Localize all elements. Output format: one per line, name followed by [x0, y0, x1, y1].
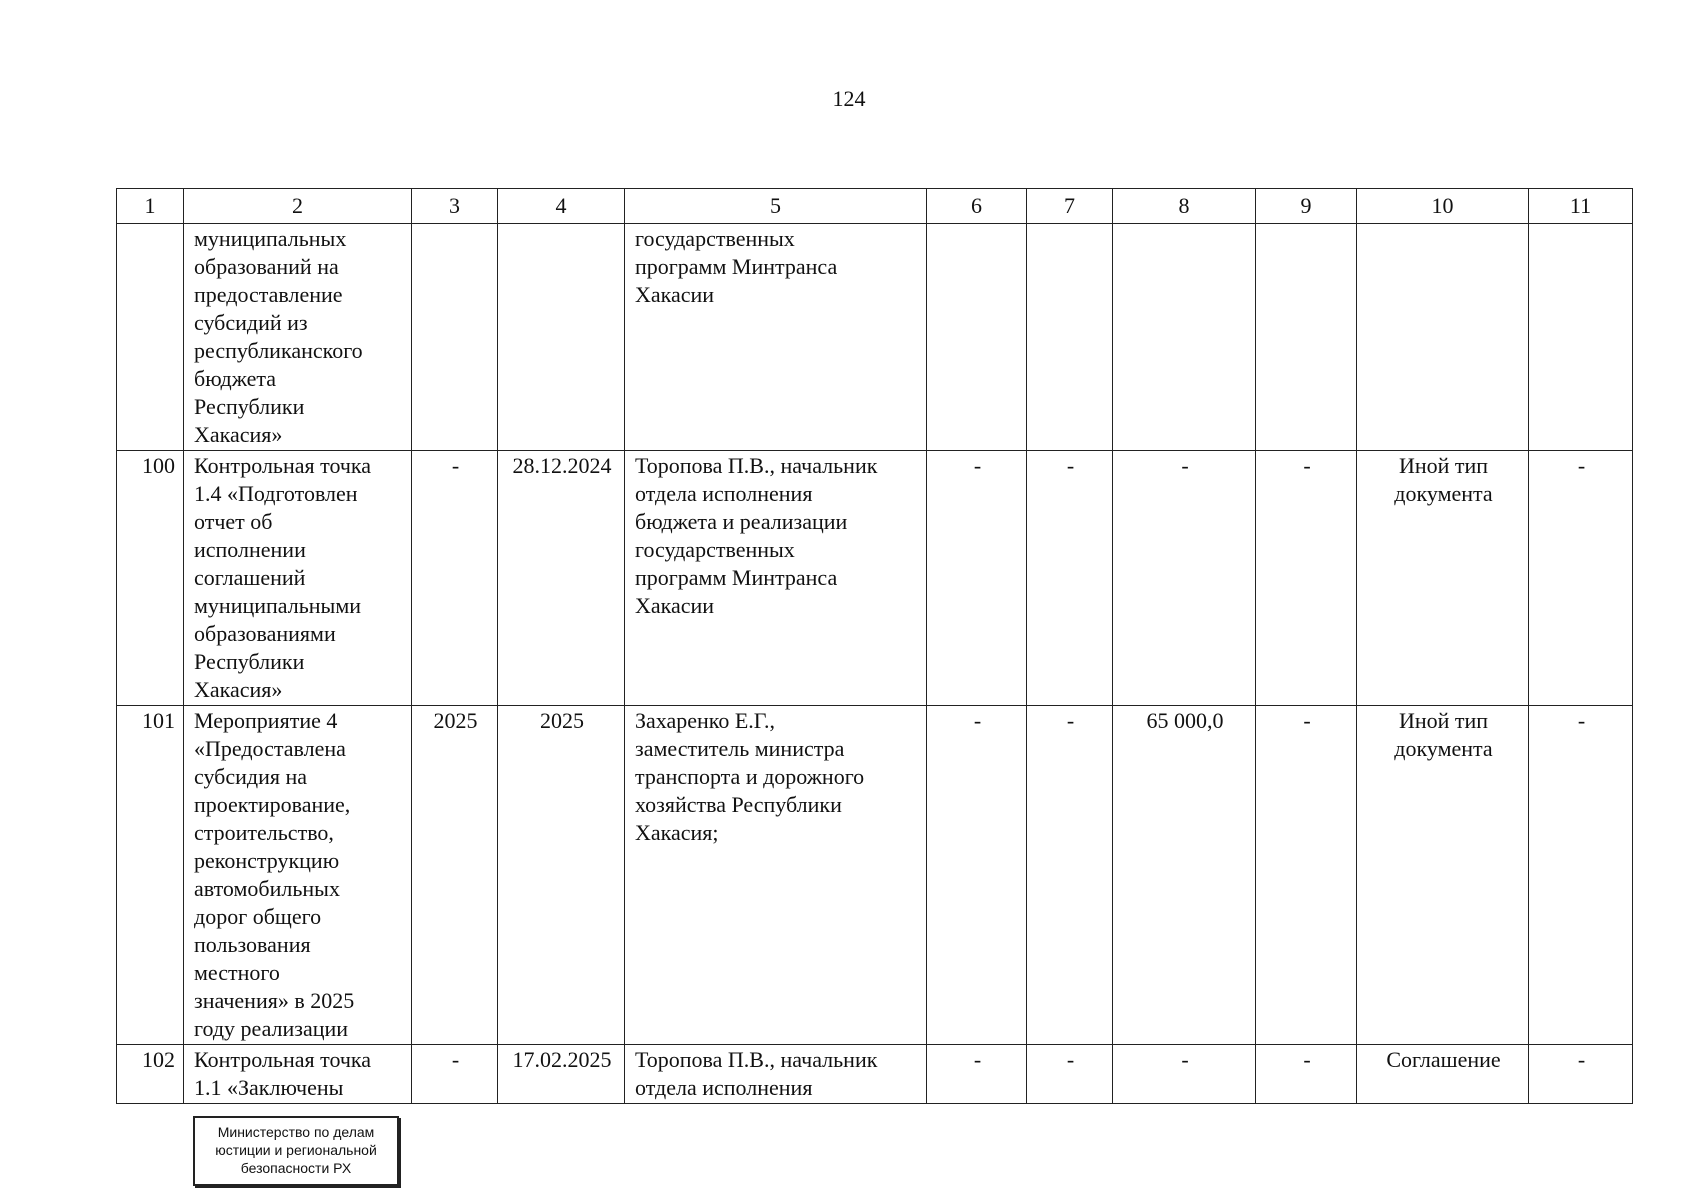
end-cell: 2025	[498, 706, 625, 1045]
event-name-cell: Мероприятие 4 «Предоставлена субсидия на проектирование, строительство, реконструкцию автомобильных дорог общего пользования местного значения» в 2025 году реализации	[184, 706, 412, 1045]
start-cell	[412, 224, 498, 451]
col6-cell: -	[927, 1045, 1027, 1104]
funding-amount-cell: 65 000,0	[1113, 706, 1256, 1045]
start-cell: 2025	[412, 706, 498, 1045]
col8-cell: -	[1113, 1045, 1256, 1104]
document-type-cell: Иной тип документа	[1357, 706, 1529, 1045]
start-cell: -	[412, 451, 498, 706]
table-row	[117, 224, 1633, 451]
col7-cell: -	[1027, 1045, 1113, 1104]
column-header: 4	[498, 189, 625, 224]
col7-cell	[1027, 224, 1113, 451]
table-row	[117, 1045, 1633, 1104]
end-cell	[498, 224, 625, 451]
column-header: 5	[625, 189, 927, 224]
row-number-cell: 102	[117, 1045, 184, 1104]
start-cell: -	[412, 1045, 498, 1104]
stamp-line: Министерство по делам	[217, 1124, 375, 1140]
table-row	[117, 451, 1633, 706]
col9-cell: -	[1256, 451, 1357, 706]
column-header: 2	[184, 189, 412, 224]
col11-cell: -	[1529, 1045, 1633, 1104]
column-header: 1	[117, 189, 184, 224]
document-type-cell: Иной тип документа	[1357, 451, 1529, 706]
ministry-stamp	[193, 1116, 399, 1186]
col6-cell	[927, 224, 1027, 451]
col9-cell	[1256, 224, 1357, 451]
row-number-cell	[117, 224, 184, 451]
column-header: 7	[1027, 189, 1113, 224]
document-type-cell: Соглашение	[1357, 1045, 1529, 1104]
row-number-cell: 100	[117, 451, 184, 706]
responsible-cell: государственных программ Минтранса Хакасии	[625, 224, 927, 451]
col8-cell: -	[1113, 451, 1256, 706]
col9-cell: -	[1256, 706, 1357, 1045]
col7-cell: -	[1027, 706, 1113, 1045]
document-type-cell	[1357, 224, 1529, 451]
stamp-line: безопасности РХ	[240, 1160, 352, 1176]
col11-cell	[1529, 224, 1633, 451]
stamp-line: юстиции и региональной	[215, 1142, 377, 1158]
end-cell: 17.02.2025	[498, 1045, 625, 1104]
col6-cell: -	[927, 451, 1027, 706]
event-name-cell: муниципальных образований на предоставление субсидий из республиканского бюджета Республики Хакасия»	[184, 224, 412, 451]
col11-cell: -	[1529, 451, 1633, 706]
col9-cell: -	[1256, 1045, 1357, 1104]
event-name-cell: Контрольная точка 1.1 «Заключены	[184, 1045, 412, 1104]
responsible-cell: Торопова П.В., начальник отдела исполнения	[625, 1045, 927, 1104]
event-name-cell: Контрольная точка 1.4 «Подготовлен отчет об исполнении соглашений муниципальными образованиями Республики Хакасия»	[184, 451, 412, 706]
table-row	[117, 706, 1633, 1045]
page-number: 124	[832, 86, 866, 111]
column-header: 9	[1256, 189, 1357, 224]
column-header: 6	[927, 189, 1027, 224]
column-header-row	[117, 189, 1633, 224]
col6-cell: -	[927, 706, 1027, 1045]
col8-cell	[1113, 224, 1256, 451]
plan-table	[116, 188, 1633, 1104]
col7-cell: -	[1027, 451, 1113, 706]
column-header: 11	[1529, 189, 1633, 224]
row-number-cell: 101	[117, 706, 184, 1045]
end-cell: 28.12.2024	[498, 451, 625, 706]
column-header: 8	[1113, 189, 1256, 224]
col11-cell: -	[1529, 706, 1633, 1045]
column-header: 10	[1357, 189, 1529, 224]
column-header: 3	[412, 189, 498, 224]
responsible-cell: Торопова П.В., начальник отдела исполнения бюджета и реализации государственных программ Минтранса Хакасии	[625, 451, 927, 706]
responsible-cell: Захаренко Е.Г., заместитель министра транспорта и дорожного хозяйства Республики Хакасия;	[625, 706, 927, 1045]
